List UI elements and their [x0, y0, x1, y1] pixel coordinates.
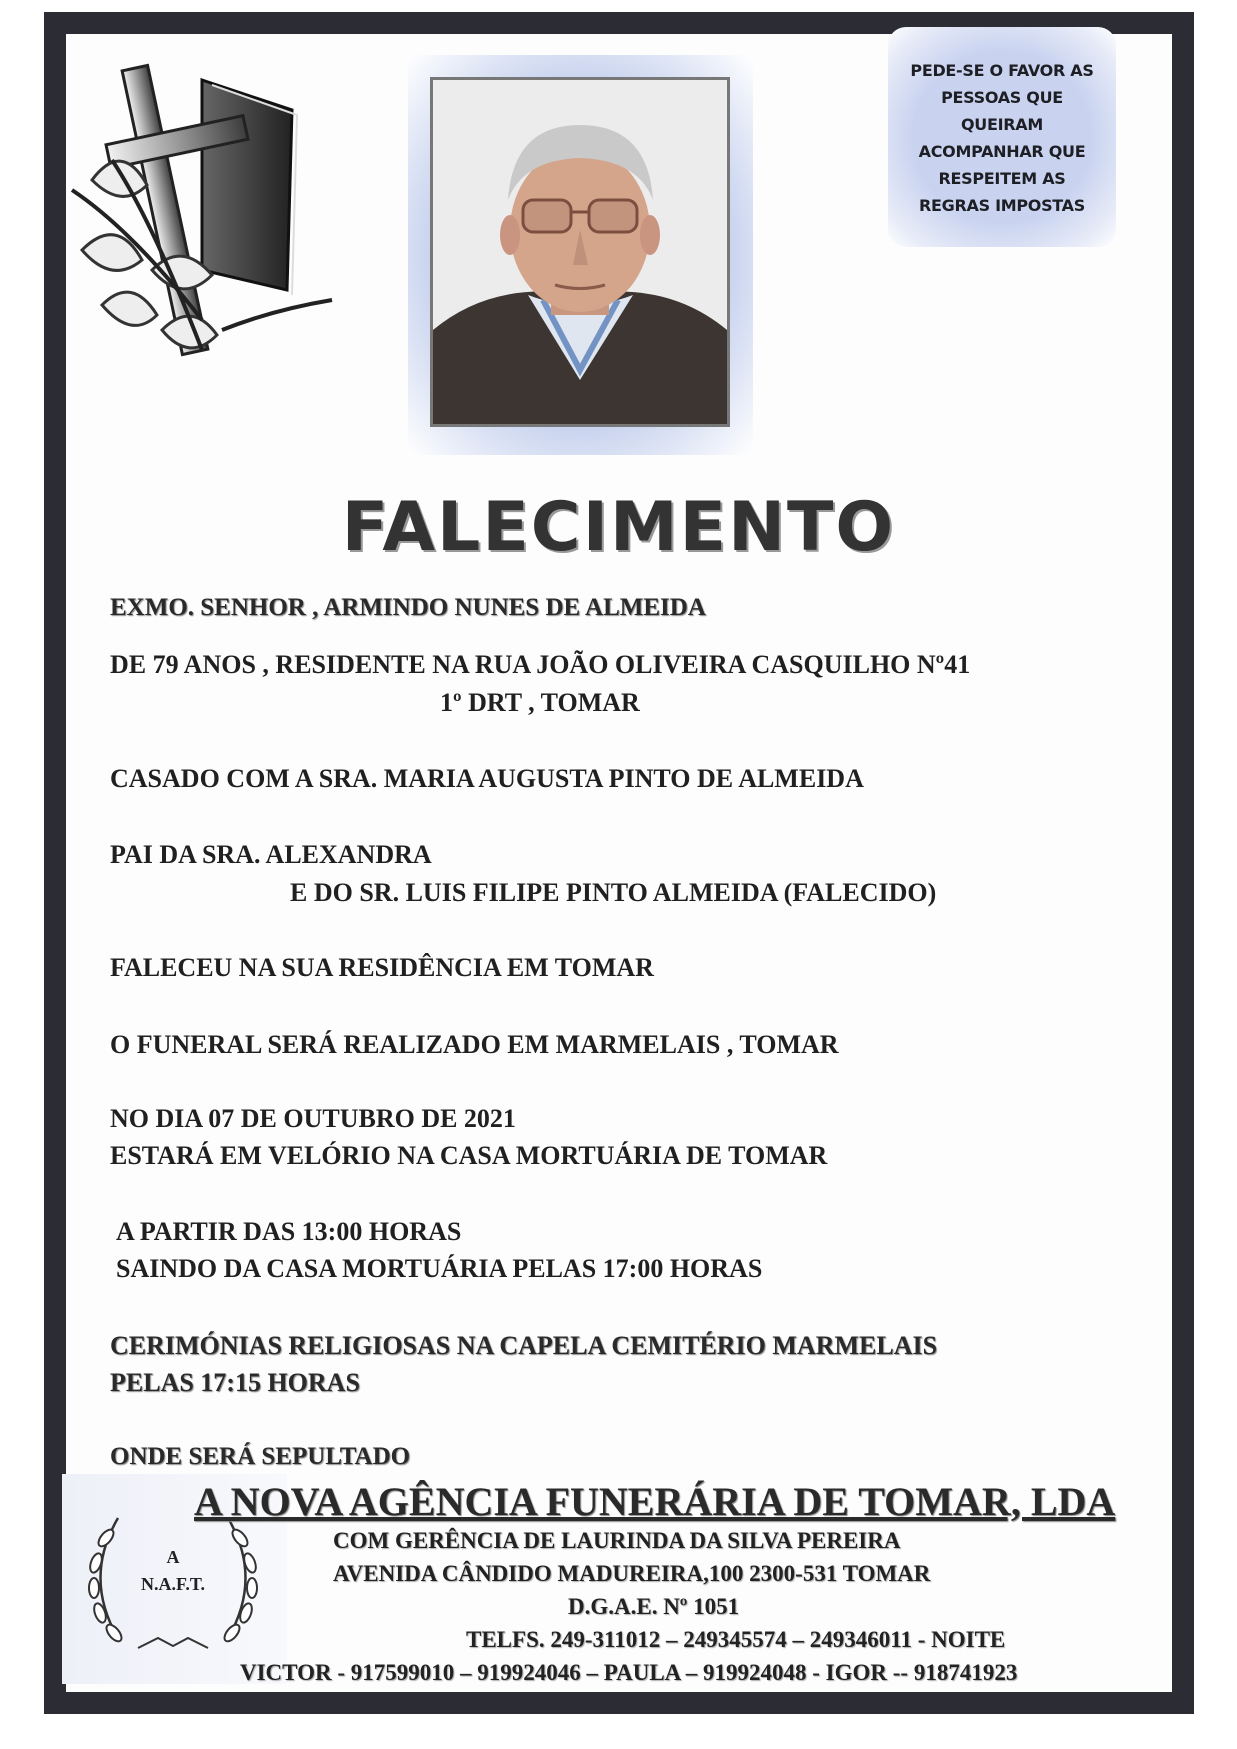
covid-rules-notice [888, 27, 1116, 247]
agency-contacts: VICTOR - 917599010 – 919924046 – PAULA – 919924048 - IGOR -- 918741923 [240, 1660, 1018, 1685]
notice-line: QUEIRAM [960, 115, 1043, 134]
portrait-illustration [433, 80, 727, 424]
wake-start: A PARTIR DAS 13:00 HORAS [116, 1217, 462, 1246]
notice-line: REGRAS IMPOSTAS [919, 196, 1085, 215]
cross-lilies-icon [52, 40, 342, 370]
funeral-location: O FUNERAL SERÁ REALIZADO EM MARMELAIS , TOMAR [110, 1030, 839, 1059]
notice-line: ACOMPANHAR QUE [918, 142, 1086, 161]
ceremony-time: PELAS 17:15 HORAS [110, 1368, 360, 1397]
departure-time: SAINDO DA CASA MORTUÁRIA PELAS 17:00 HORAS [116, 1254, 763, 1283]
page-title: FALECIMENTO [341, 488, 896, 567]
agency-name: A NOVA AGÊNCIA FUNERÁRIA DE TOMAR, LDA [194, 1479, 1116, 1524]
place-of-death: FALECEU NA SUA RESIDÊNCIA EM TOMAR [110, 953, 654, 982]
logo-letter: A [166, 1547, 180, 1567]
agency-dgae: D.G.A.E. Nº 1051 [568, 1594, 740, 1619]
agency-manager: COM GERÊNCIA DE LAURINDA DA SILVA PEREIRA [333, 1528, 901, 1553]
spouse: CASADO COM A SRA. MARIA AUGUSTA PINTO DE ALMEIDA [110, 764, 864, 793]
portrait-photo [430, 77, 730, 427]
notice-line: PESSOAS QUE [941, 88, 1063, 107]
deceased-name: EXMO. SENHOR , ARMINDO NUNES DE ALMEIDA [110, 594, 706, 621]
portrait-frame [408, 55, 753, 455]
children-1: PAI DA SRA. ALEXANDRA [110, 840, 432, 869]
funeral-date: NO DIA 07 DE OUTUBRO DE 2021 [110, 1104, 516, 1133]
notice-line: PEDE-SE O FAVOR AS [910, 61, 1094, 80]
agency-phones: TELFS. 249-311012 – 249345574 – 249346011 - NOITE [466, 1627, 1006, 1652]
ceremony-location: CERIMÓNIAS RELIGIOSAS NA CAPELA CEMITÉRIO MARMELAIS [110, 1331, 938, 1360]
wake-location: ESTARÁ EM VELÓRIO NA CASA MORTUÁRIA DE TOMAR [110, 1141, 828, 1170]
children-2: E DO SR. LUIS FILIPE PINTO ALMEIDA (FALECIDO) [290, 878, 937, 907]
address-cont: 1º DRT , TOMAR [440, 688, 640, 717]
burial-note: ONDE SERÁ SEPULTADO [110, 1443, 411, 1470]
notice-line: RESPEITEM AS [938, 169, 1066, 188]
logo-initials: N.A.F.T. [140, 1574, 206, 1594]
age-address: DE 79 ANOS , RESIDENTE NA RUA JOÃO OLIVEIRA CASQUILHO Nº41 [110, 650, 971, 679]
agency-address: AVENIDA CÂNDIDO MADUREIRA,100 2300-531 TOMAR [333, 1561, 931, 1586]
